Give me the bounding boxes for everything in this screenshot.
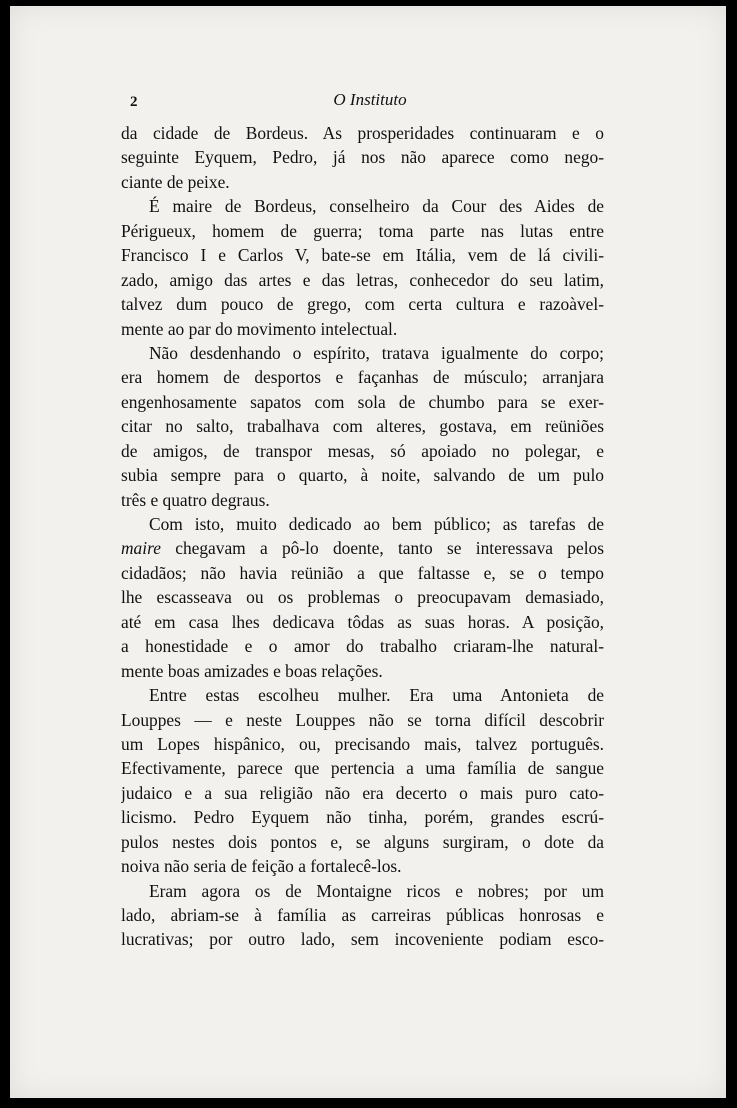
text-line: ciante de peixe.	[121, 171, 230, 192]
text-line: um Lopes hispânico, ou, precisando mais, talvez português.	[121, 733, 604, 754]
text-line-with-italic	[121, 536, 604, 560]
text-line: zado, amigo das artes e das letras, conhecedor do seu latim,	[121, 269, 604, 290]
paragraph	[121, 341, 604, 512]
text-line: mente boas amizades e boas relações.	[121, 660, 383, 681]
text-line: noiva não seria de feição a fortalecê-los.	[121, 856, 402, 877]
text-line: lhe escasseava ou os problemas o preocupavam demasiado,	[121, 587, 604, 608]
running-title: O Instituto	[333, 90, 407, 109]
text-line: seguinte Eyquem, Pedro, já nos não aparece como nego-	[121, 147, 604, 168]
text-line: Efectivamente, parece que pertencia a uma família de sangue	[121, 758, 604, 779]
text-line: pulos nestes dois pontos e, se alguns surgiram, o dote da	[121, 831, 604, 852]
paragraph	[121, 194, 604, 341]
paragraph	[121, 121, 604, 194]
text-line: Com isto, muito dedicado ao bem público; as tarefas de	[149, 514, 604, 534]
text-line: até em casa lhes dedicava tôdas as suas horas. A posição,	[121, 611, 604, 632]
text-line: Entre estas escolheu mulher. Era uma Antonieta de	[149, 685, 604, 706]
text-line: subia sempre para o quarto, à noite, salvando de um pulo	[121, 465, 604, 486]
text-line: lado, abriam-se à família as carreiras públicas honrosas e	[121, 905, 604, 925]
text-line: Não desdenhando o espírito, tratava igualmente do corpo;	[149, 342, 604, 363]
text-line: da cidade de Bordeus. As prosperidades continuaram e o	[121, 123, 604, 143]
text-line: talvez dum pouco de grego, com certa cultura e razoàvel-	[121, 294, 604, 315]
text-line: Francisco I e Carlos V, bate-se em Itália, vem de lá civili-	[121, 245, 604, 266]
text-line: judaico e a sua religião não era decerto o mais puro cato-	[121, 782, 604, 803]
page-header	[130, 90, 610, 114]
text-line: engenhosamente sapatos com sola de chumbo para se exer-	[121, 391, 604, 412]
italic-word: maire	[121, 538, 161, 559]
text-line: mente ao par do movimento intelectual.	[121, 318, 398, 339]
text-line: É maire de Bordeus, conselheiro da Cour des Aides de	[149, 196, 604, 217]
paragraph	[121, 683, 604, 879]
text-line: licismo. Pedro Eyquem não tinha, porém, grandes escrú-	[121, 807, 604, 828]
paragraph	[121, 512, 604, 683]
paragraph	[121, 879, 604, 952]
text-line: três e quatro degraus.	[121, 489, 270, 510]
text-line: Eram agora os de Montaigne ricos e nobres; por um	[149, 880, 604, 901]
text-line: de amigos, de transpor mesas, só apoiado no polegar, e	[121, 440, 604, 461]
text-line: Louppes — e neste Louppes não se torna difícil descobrir	[121, 709, 604, 730]
text-line: citar no salto, trabalhava com alteres, gostava, em reüniões	[121, 416, 604, 437]
body-text	[121, 121, 604, 952]
text-line: a honestidade e o amor do trabalho criaram-lhe natural-	[121, 636, 604, 657]
text-line-rest: chegavam a pô-lo doente, tanto se interessava pelos	[175, 538, 604, 559]
text-line: lucrativas; por outro lado, sem incoveniente podiam esco-	[121, 929, 604, 950]
text-line: era homem de desportos e façanhas de músculo; arranjara	[121, 367, 604, 388]
text-line: cidadãos; não havia reünião a que faltasse e, se o tempo	[121, 562, 604, 583]
text-line: Périgueux, homem de guerra; toma parte nas lutas entre	[121, 220, 604, 241]
page-number: 2	[130, 94, 138, 110]
